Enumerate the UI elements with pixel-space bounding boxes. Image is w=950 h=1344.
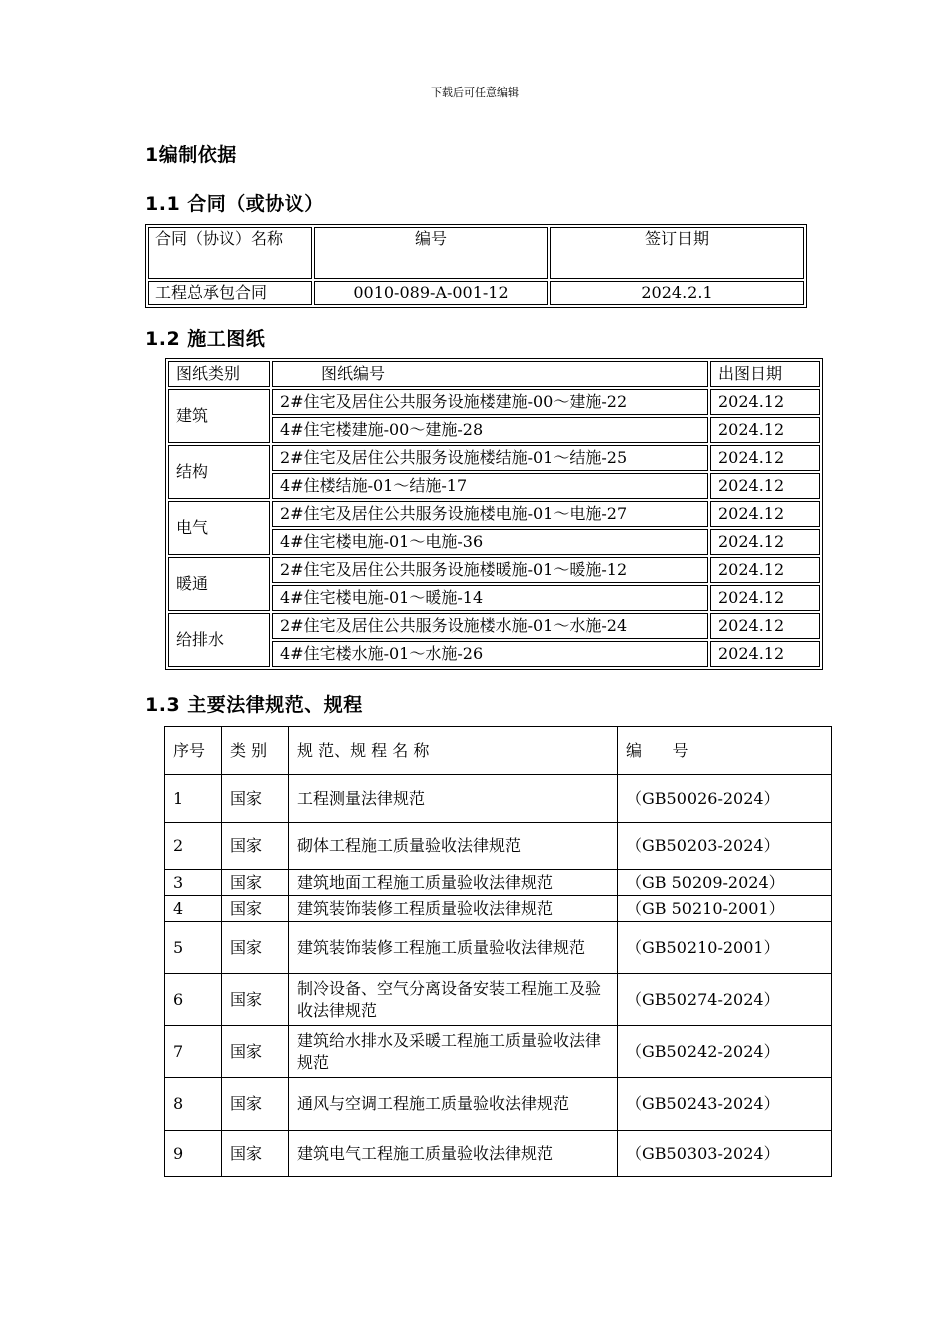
table-header: 图纸类别 xyxy=(168,361,270,387)
table-cell: 4#住宅楼电施-01～暖施-14 xyxy=(272,585,708,611)
table-header: 编号 xyxy=(314,227,548,279)
table-cell: 工程测量法律规范 xyxy=(289,775,618,823)
table-cell: 制冷设备、空气分离设备安装工程施工及验收法律规范 xyxy=(289,974,618,1026)
drawings-table xyxy=(165,358,823,670)
table-cell: （GB50274-2024） xyxy=(618,974,832,1026)
table-header: 签订日期 xyxy=(550,227,804,279)
table-cell: 建筑地面工程施工质量验收法律规范 xyxy=(289,870,618,896)
table-cell: 国家 xyxy=(222,1131,289,1177)
heading-main: 1编制依据 xyxy=(145,144,237,166)
table-cell: 2024.12 xyxy=(710,501,820,527)
table-row xyxy=(165,870,832,896)
table-cell: 4 xyxy=(165,896,222,922)
regulations-table xyxy=(164,726,832,1177)
table-cell: （GB50203-2024） xyxy=(618,823,832,870)
table-cell: 2024.12 xyxy=(710,585,820,611)
table-header: 类 别 xyxy=(222,727,289,775)
table-cell: 2024.12 xyxy=(710,613,820,639)
table-cell: 2#住宅及居住公共服务设施楼水施-01～水施-24 xyxy=(272,613,708,639)
table-cell: 建筑装饰装修工程施工质量验收法律规范 xyxy=(289,922,618,974)
table-cell: 2#住宅及居住公共服务设施楼结施-01～结施-25 xyxy=(272,445,708,471)
table-row xyxy=(165,1131,832,1177)
table-row xyxy=(165,823,832,870)
table-cell: 国家 xyxy=(222,1026,289,1078)
table-cell: （GB 50209-2024） xyxy=(618,870,832,896)
table-header: 合同（协议）名称 xyxy=(148,227,312,279)
table-cell: 国家 xyxy=(222,922,289,974)
table-row xyxy=(165,922,832,974)
table-cell: 5 xyxy=(165,922,222,974)
table-cell: （GB50303-2024） xyxy=(618,1131,832,1177)
table-cell: 国家 xyxy=(222,896,289,922)
table-cell: 工程总承包合同 xyxy=(148,281,312,305)
category-cell: 给排水 xyxy=(168,613,270,667)
table-cell: （GB50026-2024） xyxy=(618,775,832,823)
table-cell: 2 xyxy=(165,823,222,870)
table-row xyxy=(168,389,820,415)
contract-table xyxy=(145,224,807,308)
table-row xyxy=(168,501,820,527)
table-cell: （GB50242-2024） xyxy=(618,1026,832,1078)
category-cell: 暖通 xyxy=(168,557,270,611)
table-cell: 国家 xyxy=(222,870,289,896)
table-cell: 建筑给水排水及采暖工程施工质量验收法律规范 xyxy=(289,1026,618,1078)
table-cell: 国家 xyxy=(222,775,289,823)
table-row xyxy=(168,613,820,639)
table-header: 规 范、规 程 名 称 xyxy=(289,727,618,775)
table-cell: 4#住宅楼水施-01～水施-26 xyxy=(272,641,708,667)
table-row xyxy=(165,974,832,1026)
table-row xyxy=(165,1078,832,1131)
table-cell: 国家 xyxy=(222,1078,289,1131)
table-cell: 国家 xyxy=(222,974,289,1026)
table-header: 出图日期 xyxy=(710,361,820,387)
table-cell: 2024.12 xyxy=(710,389,820,415)
table-cell: 2024.12 xyxy=(710,473,820,499)
table-row xyxy=(165,775,832,823)
table-cell: 通风与空调工程施工质量验收法律规范 xyxy=(289,1078,618,1131)
table-header: 编 号 xyxy=(618,727,832,775)
table-cell: 2024.12 xyxy=(710,445,820,471)
table-cell: （GB50210-2001） xyxy=(618,922,832,974)
table-cell: 4#住楼结施-01～结施-17 xyxy=(272,473,708,499)
table-cell: 砌体工程施工质量验收法律规范 xyxy=(289,823,618,870)
table-cell: 4#住宅楼建施-00～建施-28 xyxy=(272,417,708,443)
section-1-2-title: 1.2 施工图纸 xyxy=(145,328,266,350)
table-row xyxy=(168,445,820,471)
table-cell: 4#住宅楼电施-01～电施-36 xyxy=(272,529,708,555)
table-cell: 建筑装饰装修工程质量验收法律规范 xyxy=(289,896,618,922)
table-row xyxy=(168,557,820,583)
table-cell: 2#住宅及居住公共服务设施楼暖施-01～暖施-12 xyxy=(272,557,708,583)
table-cell: 2#住宅及居住公共服务设施楼电施-01～电施-27 xyxy=(272,501,708,527)
table-cell: （GB50243-2024） xyxy=(618,1078,832,1131)
table-header: 图纸编号 xyxy=(272,361,708,387)
table-cell: 2024.12 xyxy=(710,641,820,667)
table-cell: 2024.12 xyxy=(710,557,820,583)
category-cell: 结构 xyxy=(168,445,270,499)
table-row xyxy=(165,1026,832,1078)
table-cell: 2024.2.1 xyxy=(550,281,804,305)
table-cell: 6 xyxy=(165,974,222,1026)
section-1-1-title: 1.1 合同（或协议） xyxy=(145,193,324,215)
category-cell: 电气 xyxy=(168,501,270,555)
table-row xyxy=(165,896,832,922)
table-cell: 建筑电气工程施工质量验收法律规范 xyxy=(289,1131,618,1177)
table-cell: 7 xyxy=(165,1026,222,1078)
table-cell: （GB 50210-2001） xyxy=(618,896,832,922)
table-cell: 9 xyxy=(165,1131,222,1177)
table-cell: 2024.12 xyxy=(710,529,820,555)
table-cell: 0010-089-A-001-12 xyxy=(314,281,548,305)
category-cell: 建筑 xyxy=(168,389,270,443)
table-row xyxy=(148,281,804,305)
table-header: 序号 xyxy=(165,727,222,775)
section-1-3-title: 1.3 主要法律规范、规程 xyxy=(145,694,363,716)
table-cell: 3 xyxy=(165,870,222,896)
table-cell: 1 xyxy=(165,775,222,823)
table-cell: 2#住宅及居住公共服务设施楼建施-00～建施-22 xyxy=(272,389,708,415)
table-cell: 国家 xyxy=(222,823,289,870)
table-cell: 8 xyxy=(165,1078,222,1131)
table-cell: 2024.12 xyxy=(710,417,820,443)
header-note: 下载后可任意编辑 xyxy=(431,86,519,99)
